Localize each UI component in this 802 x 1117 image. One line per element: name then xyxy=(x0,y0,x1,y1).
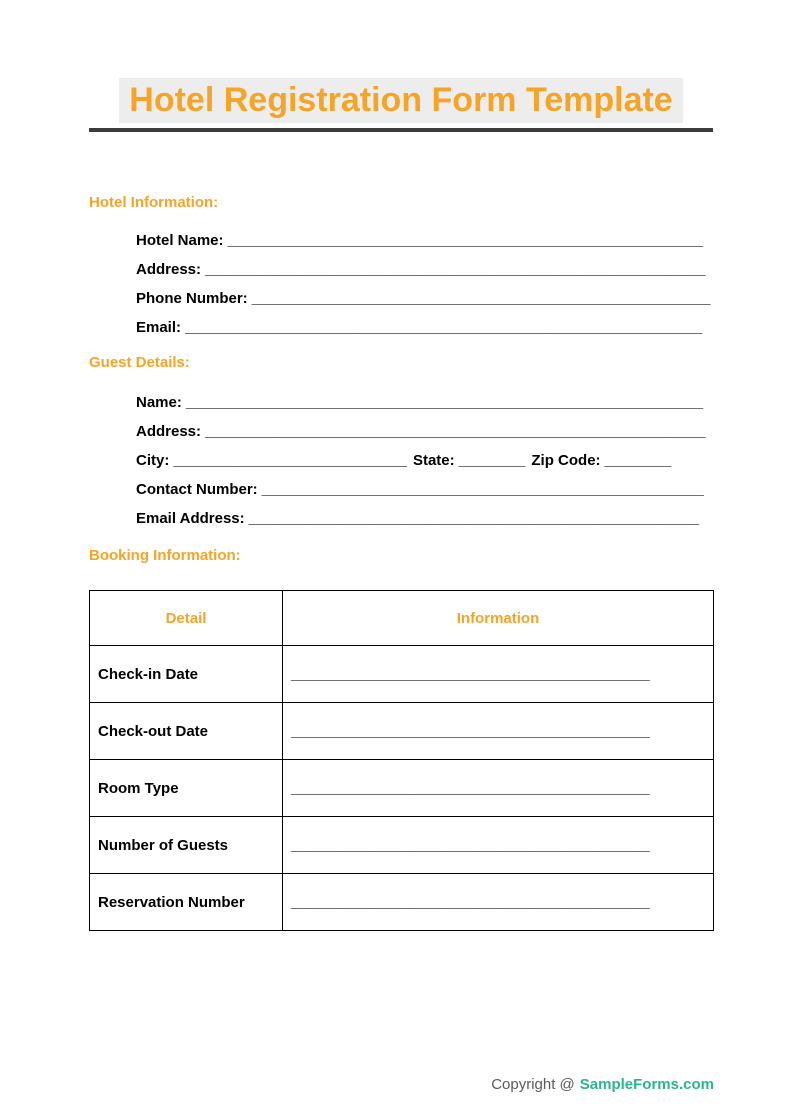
blank-line-state: ________ xyxy=(458,452,526,470)
blank-line-phone-number: _______________________________________________________ xyxy=(251,290,711,308)
field-row-city-state-zip xyxy=(136,451,713,471)
page-title: Hotel Registration Form Template xyxy=(119,78,682,123)
copyright-text: Copyright @ xyxy=(491,1076,575,1093)
detail-cell-room-type: Room Type xyxy=(90,760,283,817)
table-row-number-of-guests xyxy=(90,817,714,874)
title-block xyxy=(89,78,713,132)
blank-line-guest-name: ______________________________________________________________ xyxy=(185,394,704,412)
table-header-row xyxy=(90,591,714,646)
document-page xyxy=(89,78,713,931)
detail-cell-reservation-number: Reservation Number xyxy=(90,874,283,931)
field-row-hotel-name xyxy=(136,231,713,251)
table-row-room-type xyxy=(90,760,714,817)
table-header-information: Information xyxy=(283,591,714,646)
guest-details-heading: Guest Details: xyxy=(89,354,190,372)
field-row-phone-number xyxy=(136,289,713,309)
field-label-phone-number: Phone Number: xyxy=(136,290,248,308)
blank-line-hotel-name: _________________________________________________________ xyxy=(227,232,704,250)
field-row-guest-address xyxy=(136,422,713,442)
field-label-zip-code: Zip Code: xyxy=(531,452,601,470)
title-underline xyxy=(89,128,713,132)
blank-line-zip-code: ________ xyxy=(604,452,672,470)
field-label-guest-address: Address: xyxy=(136,423,202,441)
table-header-detail: Detail xyxy=(90,591,283,646)
information-cell-check-out-date: ___________________________________________ xyxy=(283,703,714,760)
information-cell-number-of-guests: ___________________________________________ xyxy=(283,817,714,874)
hotel-information-section xyxy=(89,194,713,338)
field-label-email-address: Email Address: xyxy=(136,510,245,528)
field-row-email-address xyxy=(136,509,713,529)
field-row-hotel-address xyxy=(136,260,713,280)
booking-information-section xyxy=(89,547,713,931)
information-cell-room-type: ___________________________________________ xyxy=(283,760,714,817)
blank-line-city: ____________________________ xyxy=(173,452,407,470)
field-row-hotel-email xyxy=(136,318,713,338)
guest-details-list xyxy=(89,393,713,529)
detail-cell-number-of-guests: Number of Guests xyxy=(90,817,283,874)
hotel-information-list xyxy=(89,231,713,338)
detail-cell-check-out-date: Check-out Date xyxy=(90,703,283,760)
information-cell-check-in-date: ___________________________________________ xyxy=(283,646,714,703)
sampleforms-link[interactable]: SampleForms.com xyxy=(579,1076,714,1093)
table-row-reservation-number xyxy=(90,874,714,931)
field-label-guest-name: Name: xyxy=(136,394,182,412)
blank-line-hotel-address: ____________________________________________________________ xyxy=(205,261,706,279)
table-row-check-out-date xyxy=(90,703,714,760)
blank-line-email-address: ______________________________________________________ xyxy=(248,510,700,528)
booking-information-heading: Booking Information: xyxy=(89,547,241,565)
booking-table xyxy=(89,590,714,931)
guest-details-section xyxy=(89,354,713,529)
field-label-state: State: xyxy=(412,452,455,470)
blank-line-hotel-email: ______________________________________________________________ xyxy=(185,319,703,337)
field-label-hotel-name: Hotel Name: xyxy=(136,232,224,250)
field-label-city: City: xyxy=(136,452,170,470)
footer xyxy=(491,1076,714,1093)
field-row-guest-name xyxy=(136,393,713,413)
field-label-hotel-address: Address: xyxy=(136,261,202,279)
information-cell-reservation-number: ___________________________________________ xyxy=(283,874,714,931)
field-row-contact-number xyxy=(136,480,713,500)
hotel-information-heading: Hotel Information: xyxy=(89,194,219,212)
blank-line-contact-number: _____________________________________________________ xyxy=(261,481,704,499)
table-row-check-in-date xyxy=(90,646,714,703)
field-label-contact-number: Contact Number: xyxy=(136,481,258,499)
blank-line-guest-address: ____________________________________________________________ xyxy=(205,423,706,441)
field-label-hotel-email: Email: xyxy=(136,319,182,337)
detail-cell-check-in-date: Check-in Date xyxy=(90,646,283,703)
